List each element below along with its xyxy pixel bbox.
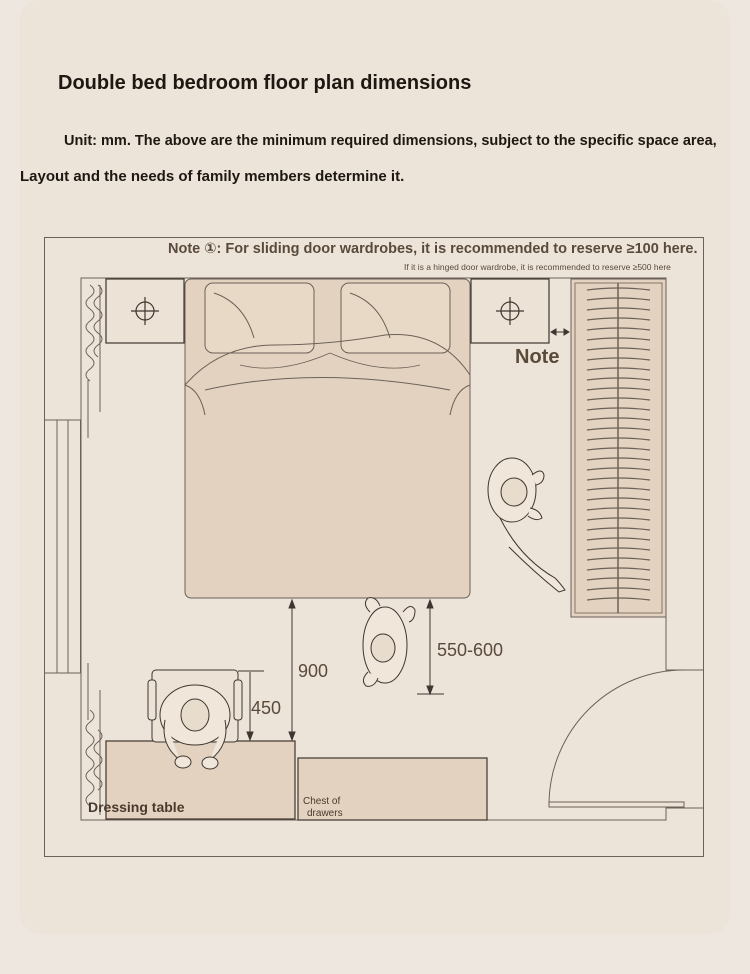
dim-label-900: 900 (298, 661, 329, 681)
dim-label-450: 450 (251, 698, 282, 718)
nightstand-right (471, 279, 549, 343)
label-chest-line-1: Chest of (303, 796, 341, 807)
dim-900 (289, 600, 295, 740)
page-title: Double bed bedroom floor plan dimensions (58, 72, 472, 94)
window (45, 420, 81, 673)
label-dressing-table: Dressing table (88, 799, 185, 815)
note-main: Note ①: For sliding door wardrobes, it is recommended to reserve ≥100 here. (168, 241, 698, 257)
note-tag: Note (515, 346, 560, 368)
person-walkway (363, 598, 415, 687)
subtitle-line-1: Unit: mm. The above are the minimum required dimensions, subject to the specific space area, (64, 133, 717, 149)
label-chest-line-2: drawers (307, 808, 343, 819)
subtitle-line-2: Layout and the needs of family members determine it. (20, 168, 405, 185)
person-wardrobe (488, 458, 565, 592)
nightstand-left (106, 279, 184, 343)
gap-arrow (551, 329, 569, 335)
dim-label-550-600: 550-600 (437, 640, 504, 660)
note-sub: If it is a hinged door wardrobe, it is recommended to reserve ≥500 here (404, 262, 671, 272)
wardrobe (571, 279, 666, 617)
double-bed (185, 279, 470, 598)
curtains (86, 285, 102, 815)
door (549, 670, 684, 807)
